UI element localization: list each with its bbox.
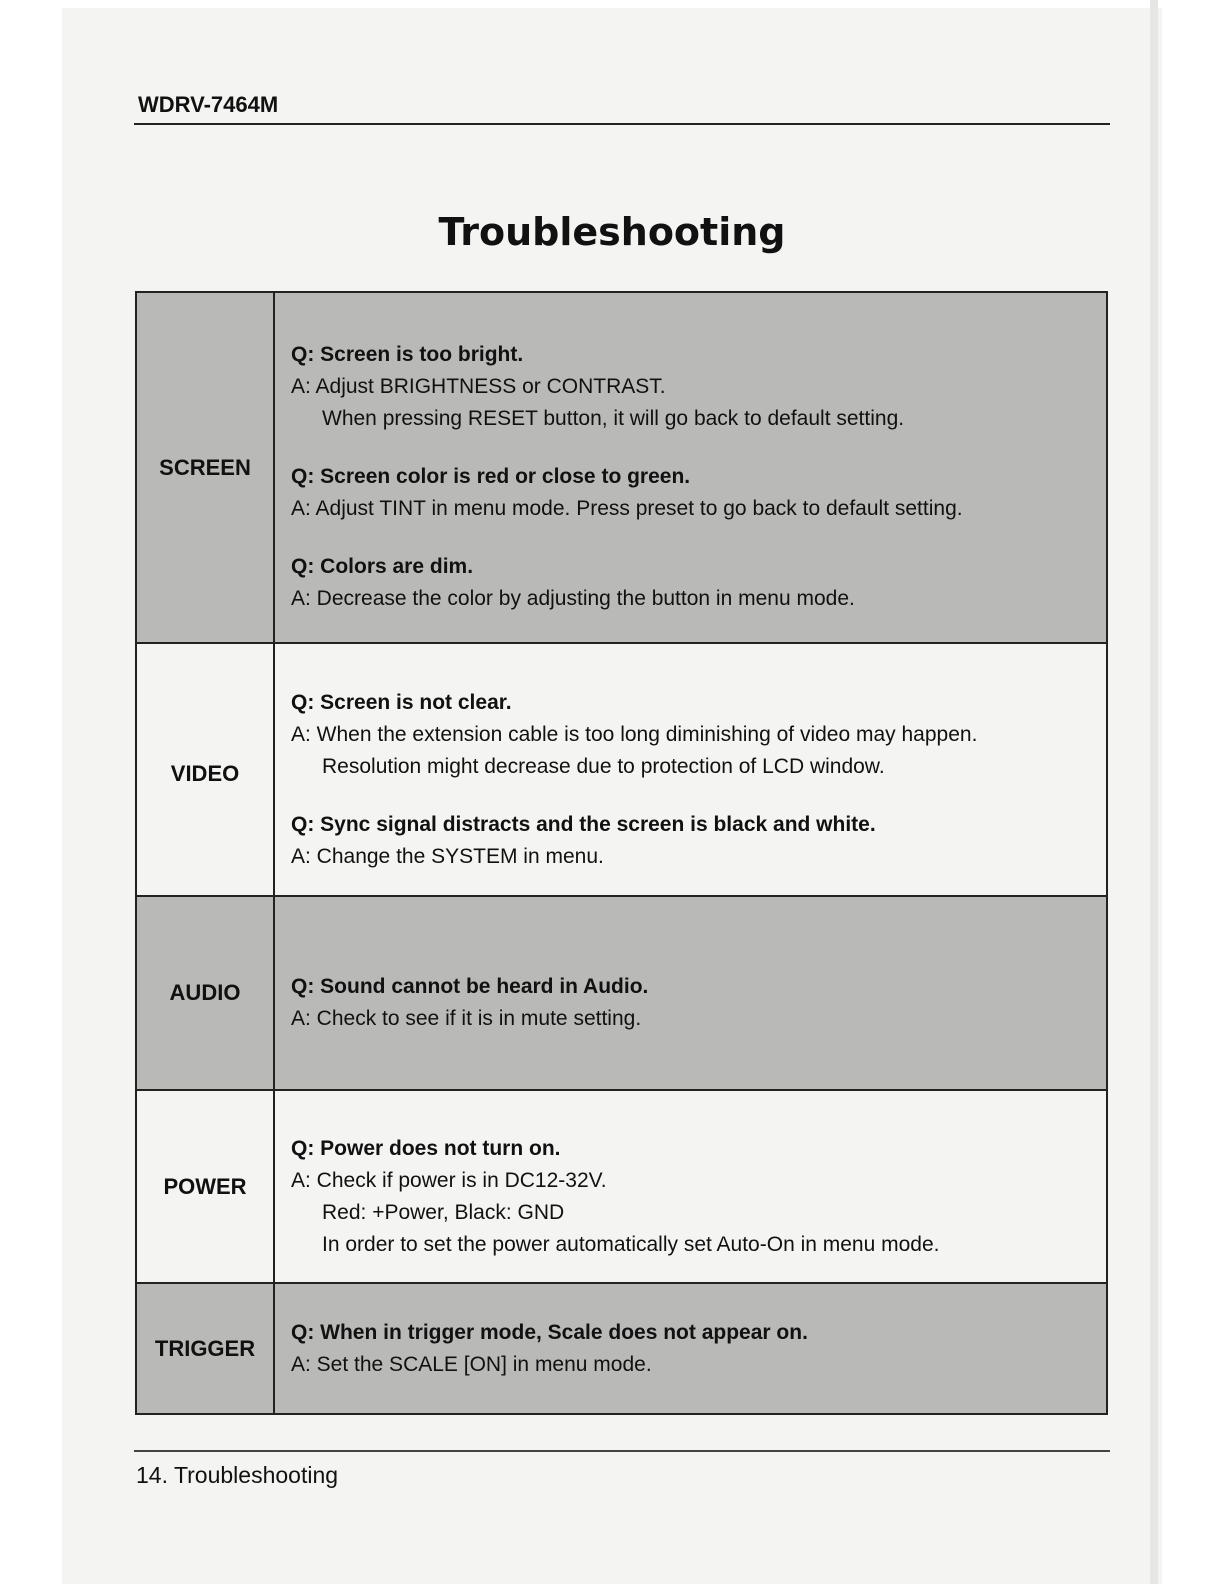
table-row-video — [137, 644, 1106, 897]
question-text: Q: Sync signal distracts and the screen is black and white. — [291, 812, 876, 836]
qa-item — [291, 687, 1094, 783]
qa-item — [291, 1317, 1094, 1381]
table-row-screen — [137, 293, 1106, 644]
category-label: AUDIO — [137, 897, 275, 1089]
answer-text: A: Adjust BRIGHTNESS or CONTRAST. — [291, 374, 666, 398]
troubleshooting-table — [135, 291, 1108, 1415]
qa-item — [291, 971, 1094, 1035]
answer-text: A: Decrease the color by adjusting the button in menu mode. — [291, 586, 855, 610]
answer-text: A: When the extension cable is too long diminishing of video may happen. — [291, 722, 978, 746]
qa-cell — [275, 293, 1106, 642]
answer-text: A: Change the SYSTEM in menu. — [291, 844, 604, 868]
question-text: Q: Colors are dim. — [291, 554, 474, 578]
qa-item — [291, 1133, 1094, 1261]
answer-continuation: Resolution might decrease due to protection of LCD window. — [322, 754, 885, 778]
qa-cell — [275, 897, 1106, 1089]
answer-text: A: Adjust TINT in menu mode. Press preset to go back to default setting. — [291, 496, 963, 520]
qa-cell — [275, 1091, 1106, 1282]
answer-text: A: Check if power is in DC12-32V. — [291, 1168, 607, 1192]
page-title: Troubleshooting — [438, 210, 786, 254]
qa-item — [291, 339, 1094, 435]
question-text: Q: Screen is not clear. — [291, 690, 512, 714]
question-text: Q: Sound cannot be heard in Audio. — [291, 975, 649, 998]
answer-continuation: When pressing RESET button, it will go back to default setting. — [322, 406, 905, 430]
question-text: Q: When in trigger mode, Scale does not appear on. — [291, 1320, 808, 1344]
qa-item — [291, 809, 1094, 873]
question-text: Q: Screen color is red or close to green. — [291, 464, 691, 488]
category-label: SCREEN — [137, 293, 275, 642]
footer-rule — [134, 1450, 1110, 1452]
page-footer: 14. Troubleshooting — [136, 1462, 339, 1488]
table-row-audio — [137, 897, 1106, 1091]
table-row-trigger — [137, 1284, 1106, 1413]
question-text: Q: Screen is too bright. — [291, 342, 524, 366]
category-label: POWER — [137, 1091, 275, 1282]
header-rule — [134, 123, 1110, 125]
qa-item — [291, 551, 1094, 615]
category-label: TRIGGER — [137, 1284, 275, 1413]
qa-cell — [275, 644, 1106, 895]
answer-continuation: In order to set the power automatically set Auto-On in menu mode. — [322, 1232, 940, 1256]
model-number: WDRV-7464M — [138, 92, 279, 117]
qa-cell — [275, 1284, 1106, 1413]
qa-item — [291, 461, 1094, 525]
answer-text: A: Check to see if it is in mute setting. — [291, 1007, 642, 1030]
answer-text: A: Set the SCALE [ON] in menu mode. — [291, 1352, 652, 1376]
question-text: Q: Power does not turn on. — [291, 1136, 561, 1160]
table-row-power — [137, 1091, 1106, 1284]
answer-continuation: Red: +Power, Black: GND — [322, 1200, 565, 1224]
category-label: VIDEO — [137, 644, 275, 895]
